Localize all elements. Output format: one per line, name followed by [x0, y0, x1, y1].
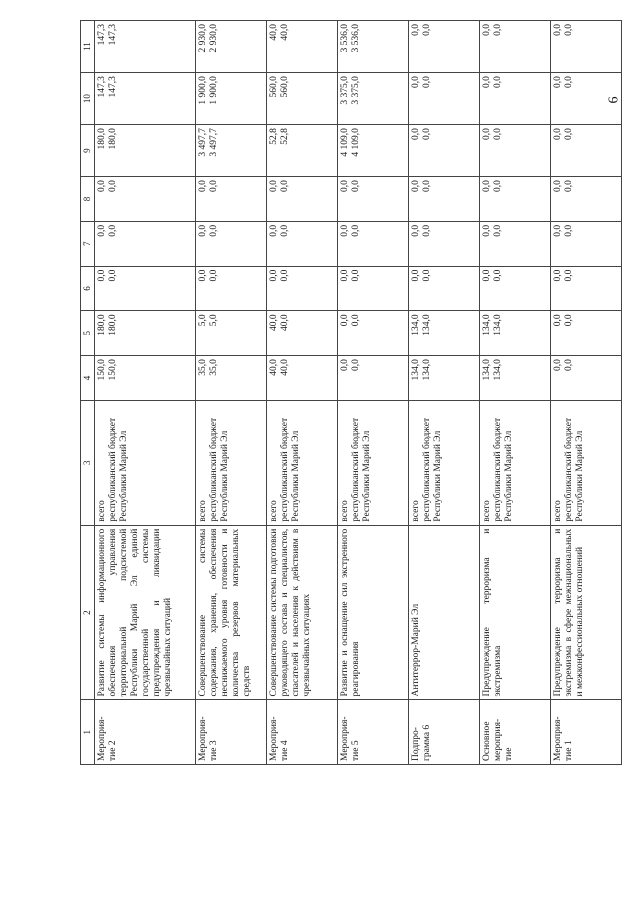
- row-name: Развитие системы информационного обеспечения управления территориальной подсистемой Республики Марий Эл единой государственной системы предупреждения и ликвидации чрезвычайных ситуаций: [95, 525, 196, 700]
- value-col-11: 0,0 0,0: [409, 21, 480, 73]
- column-header: 7: [81, 221, 95, 266]
- column-header: 2: [81, 525, 95, 700]
- funding-source: всего республиканский бюджет Республики Марий Эл: [267, 400, 338, 525]
- table-row: [95, 21, 196, 765]
- value-col-4: 150,0 150,0: [95, 356, 196, 401]
- value-col-7: 0,0 0,0: [196, 221, 267, 266]
- column-header: 1: [81, 700, 95, 765]
- row-name: Развитие и оснащение сил экстренного реагирования: [338, 525, 409, 700]
- value-col-4: 0,0 0,0: [338, 356, 409, 401]
- row-name: Совершенствование системы подготовки руководящего состава и специалистов, спасателей и населения к действиям в чрезвычайных ситуациях: [267, 525, 338, 700]
- value-col-9: 52,8 52,8: [267, 125, 338, 177]
- value-col-4: 40,0 40,0: [267, 356, 338, 401]
- value-col-9: 3 497,7 3 497,7: [196, 125, 267, 177]
- value-col-8: 0,0 0,0: [551, 177, 622, 222]
- funding-source: всего республиканский бюджет Республики Марий Эл: [551, 400, 622, 525]
- value-col-10: 0,0 0,0: [480, 73, 551, 125]
- row-code: Основное мероприя- тие: [480, 700, 551, 765]
- value-col-11: 147,3 147,3: [95, 21, 196, 73]
- table-row: [267, 21, 338, 765]
- value-col-5: 180,0 180,0: [95, 311, 196, 356]
- column-header: 9: [81, 125, 95, 177]
- value-col-10: 147,3 147,3: [95, 73, 196, 125]
- value-col-8: 0,0 0,0: [338, 177, 409, 222]
- row-code: Мероприя- тие 3: [196, 700, 267, 765]
- value-col-6: 0,0 0,0: [551, 266, 622, 311]
- rotated-table-wrapper: [80, 20, 585, 765]
- value-col-6: 0,0 0,0: [267, 266, 338, 311]
- column-header: 8: [81, 177, 95, 222]
- value-col-11: 40,0 40,0: [267, 21, 338, 73]
- value-col-5: 5,0 5,0: [196, 311, 267, 356]
- column-header: 11: [81, 21, 95, 73]
- funding-source: всего республиканский бюджет Республики Марий Эл: [95, 400, 196, 525]
- funding-source: всего республиканский бюджет Республики Марий Эл: [409, 400, 480, 525]
- value-col-9: 0,0 0,0: [480, 125, 551, 177]
- row-name: Предупреждение терроризма и экстремизма: [480, 525, 551, 700]
- table-row: [409, 21, 480, 765]
- value-col-7: 0,0 0,0: [95, 221, 196, 266]
- column-header: 4: [81, 356, 95, 401]
- row-name: Совершенствование системы содержания, хранения, обеспечения неснижаемого уровня готовности и количества резервов материальных средств: [196, 525, 267, 700]
- value-col-10: 0,0 0,0: [409, 73, 480, 125]
- value-col-10: 560,0 560,0: [267, 73, 338, 125]
- row-code: Подпро- грамма 6: [409, 700, 480, 765]
- value-col-6: 0,0 0,0: [196, 266, 267, 311]
- value-col-7: 0,0 0,0: [409, 221, 480, 266]
- value-col-8: 0,0 0,0: [95, 177, 196, 222]
- value-col-7: 0,0 0,0: [551, 221, 622, 266]
- value-col-10: 0,0 0,0: [551, 73, 622, 125]
- value-col-11: 0,0 0,0: [480, 21, 551, 73]
- column-header: 5: [81, 311, 95, 356]
- value-col-5: 134,0 134,0: [480, 311, 551, 356]
- value-col-6: 0,0 0,0: [95, 266, 196, 311]
- value-col-8: 0,0 0,0: [267, 177, 338, 222]
- value-col-11: 2 930,0 2 930,0: [196, 21, 267, 73]
- value-col-4: 134,0 134,0: [480, 356, 551, 401]
- value-col-11: 3 536,0 3 536,0: [338, 21, 409, 73]
- column-header: 6: [81, 266, 95, 311]
- budget-table: [80, 20, 622, 765]
- value-col-9: 0,0 0,0: [409, 125, 480, 177]
- header-row: [81, 21, 95, 765]
- value-col-8: 0,0 0,0: [480, 177, 551, 222]
- value-col-9: 4 109,0 4 109,0: [338, 125, 409, 177]
- table-row: [196, 21, 267, 765]
- value-col-8: 0,0 0,0: [409, 177, 480, 222]
- value-col-6: 0,0 0,0: [338, 266, 409, 311]
- row-code: Мероприя- тие 5: [338, 700, 409, 765]
- table-row: [551, 21, 622, 765]
- funding-source: всего республиканский бюджет Республики Марий Эл: [480, 400, 551, 525]
- funding-source: всего республиканский бюджет Республики Марий Эл: [196, 400, 267, 525]
- value-col-9: 0,0 0,0: [551, 125, 622, 177]
- value-col-11: 0,0 0,0: [551, 21, 622, 73]
- value-col-5: 0,0 0,0: [338, 311, 409, 356]
- row-code: Мероприя- тие 1: [551, 700, 622, 765]
- row-name: Антитеррор-Марий Эл: [409, 525, 480, 700]
- value-col-8: 0,0 0,0: [196, 177, 267, 222]
- value-col-7: 0,0 0,0: [267, 221, 338, 266]
- row-code: Мероприя- тие 4: [267, 700, 338, 765]
- value-col-6: 0,0 0,0: [480, 266, 551, 311]
- value-col-6: 0,0 0,0: [409, 266, 480, 311]
- page-number: 6: [606, 96, 622, 104]
- value-col-5: 40,0 40,0: [267, 311, 338, 356]
- table-row: [480, 21, 551, 765]
- value-col-10: 3 375,0 3 375,0: [338, 73, 409, 125]
- table-body: [95, 21, 622, 765]
- funding-source: всего республиканский бюджет Республики Марий Эл: [338, 400, 409, 525]
- value-col-7: 0,0 0,0: [338, 221, 409, 266]
- value-col-4: 134,0 134,0: [409, 356, 480, 401]
- table-row: [338, 21, 409, 765]
- value-col-10: 1 900,0 1 900,0: [196, 73, 267, 125]
- value-col-9: 180,0 180,0: [95, 125, 196, 177]
- row-code: Мероприя- тие 2: [95, 700, 196, 765]
- value-col-5: 0,0 0,0: [551, 311, 622, 356]
- value-col-5: 134,0 134,0: [409, 311, 480, 356]
- value-col-4: 35,0 35,0: [196, 356, 267, 401]
- row-name: Предупреждение терроризма и экстремизма в сфере межнациональных и межконфессиональных отношений: [551, 525, 622, 700]
- column-header: 10: [81, 73, 95, 125]
- value-col-7: 0,0 0,0: [480, 221, 551, 266]
- value-col-4: 0,0 0,0: [551, 356, 622, 401]
- column-header: 3: [81, 400, 95, 525]
